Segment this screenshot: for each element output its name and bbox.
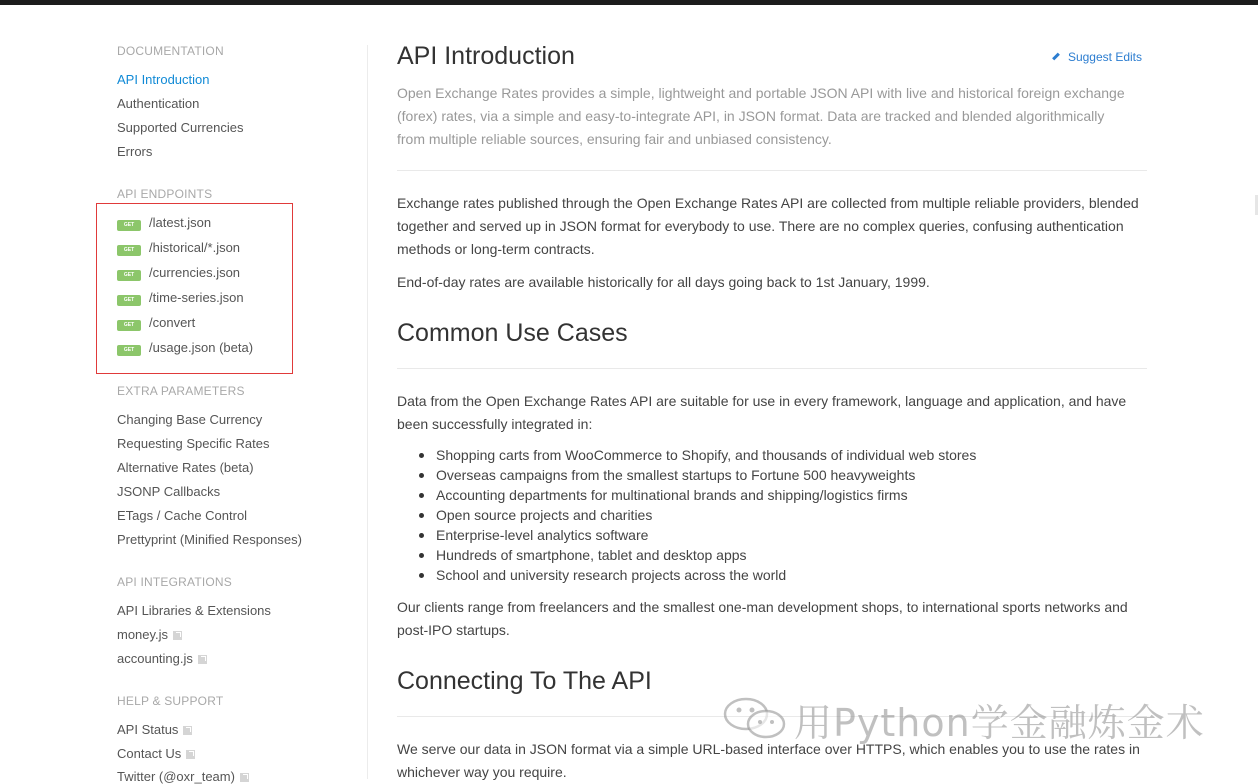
list-item: Overseas campaigns from the smallest startups to Fortune 500 heavyweights: [417, 465, 976, 485]
list-item: Open source projects and charities: [417, 505, 976, 525]
list-item: Enterprise-level analytics software: [417, 525, 976, 545]
sidebar-item-supported-currencies[interactable]: Supported Currencies: [117, 120, 244, 135]
sidebar-item-api-libraries[interactable]: API Libraries & Extensions: [117, 603, 271, 618]
divider: [397, 368, 1147, 369]
endpoint-label: /historical/*.json: [149, 240, 241, 255]
divider: [397, 170, 1147, 171]
sidebar-item-api-introduction[interactable]: API Introduction: [117, 72, 210, 87]
suggest-edits-link[interactable]: [1052, 50, 1142, 64]
external-link-icon: [198, 655, 207, 664]
top-bar: [0, 0, 1258, 5]
endpoint-label: /latest.json: [149, 215, 212, 230]
sidebar-divider: [367, 45, 368, 779]
get-badge: GET: [117, 345, 141, 356]
list-item: Hundreds of smartphone, tablet and desktop apps: [417, 545, 976, 565]
wechat-icon: [722, 696, 788, 740]
get-badge: GET: [117, 245, 141, 256]
paragraph: We serve our data in JSON format via a simple URL-based interface over HTTPS, which enables you to use the rates in whichever way you require.: [397, 741, 1140, 780]
get-badge: GET: [117, 270, 141, 281]
watermark-text: 用Python学金融炼金术: [794, 701, 1205, 745]
sidebar-item-authentication[interactable]: Authentication: [117, 96, 200, 111]
sidebar-item-requesting-specific-rates[interactable]: Requesting Specific Rates: [117, 436, 270, 451]
paragraph: Our clients range from freelancers and the smallest one-man development shops, to international sports networks and post-IPO startups.: [397, 599, 1128, 638]
section-header-help-support: HELP & SUPPORT: [117, 694, 224, 708]
get-badge: GET: [117, 320, 141, 331]
endpoint-label: /usage.json (beta): [149, 340, 254, 355]
sidebar-item-contact-us[interactable]: [117, 746, 195, 761]
sidebar-item-money-js[interactable]: [117, 627, 182, 642]
section-header-documentation: DOCUMENTATION: [117, 44, 224, 58]
list-item: Shopping carts from WooCommerce to Shopify, and thousands of individual web stores: [417, 445, 976, 465]
external-link-icon: [186, 750, 195, 759]
external-link-icon: [173, 631, 182, 640]
endpoints-highlight-box: [96, 203, 293, 374]
endpoint-label: /currencies.json: [149, 265, 241, 280]
page-title: API Introduction: [397, 42, 575, 70]
suggest-edits-label: Suggest Edits: [1067, 50, 1142, 64]
get-badge: GET: [117, 220, 141, 231]
sidebar-item-label: Contact Us: [117, 746, 182, 761]
endpoint-label: /convert: [149, 315, 196, 330]
external-link-icon: [183, 726, 192, 735]
sidebar-item-twitter[interactable]: [117, 769, 249, 784]
heading-common-use-cases: Common Use Cases: [397, 319, 628, 347]
sidebar-item-jsonp-callbacks[interactable]: JSONP Callbacks: [117, 484, 221, 499]
heading-connecting-to-the-api: Connecting To The API: [397, 667, 652, 695]
paragraph: End-of-day rates are available historically for all days going back to 1st January, 1999.: [397, 274, 930, 290]
intro-text: Open Exchange Rates provides a simple, lightweight and portable JSON API with live and historical foreign exchange (forex) rates, via a simple and easy-to-integrate API, in JSON format. Data are tracked and blended algorithmically from multiple reliable sources, ensuring fair and unbiased consistency.: [397, 85, 1125, 147]
external-link-icon: [240, 773, 249, 782]
endpoint-label: /time-series.json: [149, 290, 244, 305]
sidebar-item-api-status[interactable]: [117, 722, 192, 737]
section-header-api-integrations: API INTEGRATIONS: [117, 575, 232, 589]
sidebar-item-accounting-js[interactable]: [117, 651, 207, 666]
sidebar-item-alternative-rates[interactable]: Alternative Rates (beta): [117, 460, 254, 475]
sidebar-item-errors[interactable]: Errors: [117, 144, 153, 159]
section-header-extra-parameters: EXTRA PARAMETERS: [117, 384, 245, 398]
watermark: [722, 690, 1242, 746]
sidebar-item-label: Twitter (@oxr_team): [117, 769, 235, 784]
sidebar-item-etags-cache-control[interactable]: ETags / Cache Control: [117, 508, 248, 523]
use-case-list: [417, 445, 976, 585]
paragraph: Data from the Open Exchange Rates API are suitable for use in every framework, language and application, and have been successfully integrated in:: [397, 393, 1127, 432]
get-badge: GET: [117, 295, 141, 306]
list-item: Accounting departments for multinational brands and shipping/logistics firms: [417, 485, 976, 505]
sidebar-item-prettyprint[interactable]: Prettyprint (Minified Responses): [117, 532, 302, 547]
sidebar-item-label: API Status: [117, 722, 179, 737]
pencil-icon: [1052, 53, 1060, 61]
sidebar-item-label: money.js: [117, 627, 169, 642]
paragraph: Exchange rates published through the Open Exchange Rates API are collected from multiple reliable providers, blended together and served up in JSON format for everybody to use. There are no complex queries, confusing authentication methods or long-term contracts.: [397, 195, 1139, 257]
section-header-api-endpoints: API ENDPOINTS: [117, 187, 213, 201]
sidebar-item-label: accounting.js: [117, 651, 193, 666]
sidebar-item-changing-base-currency[interactable]: Changing Base Currency: [117, 412, 263, 427]
list-item: School and university research projects across the world: [417, 565, 976, 585]
